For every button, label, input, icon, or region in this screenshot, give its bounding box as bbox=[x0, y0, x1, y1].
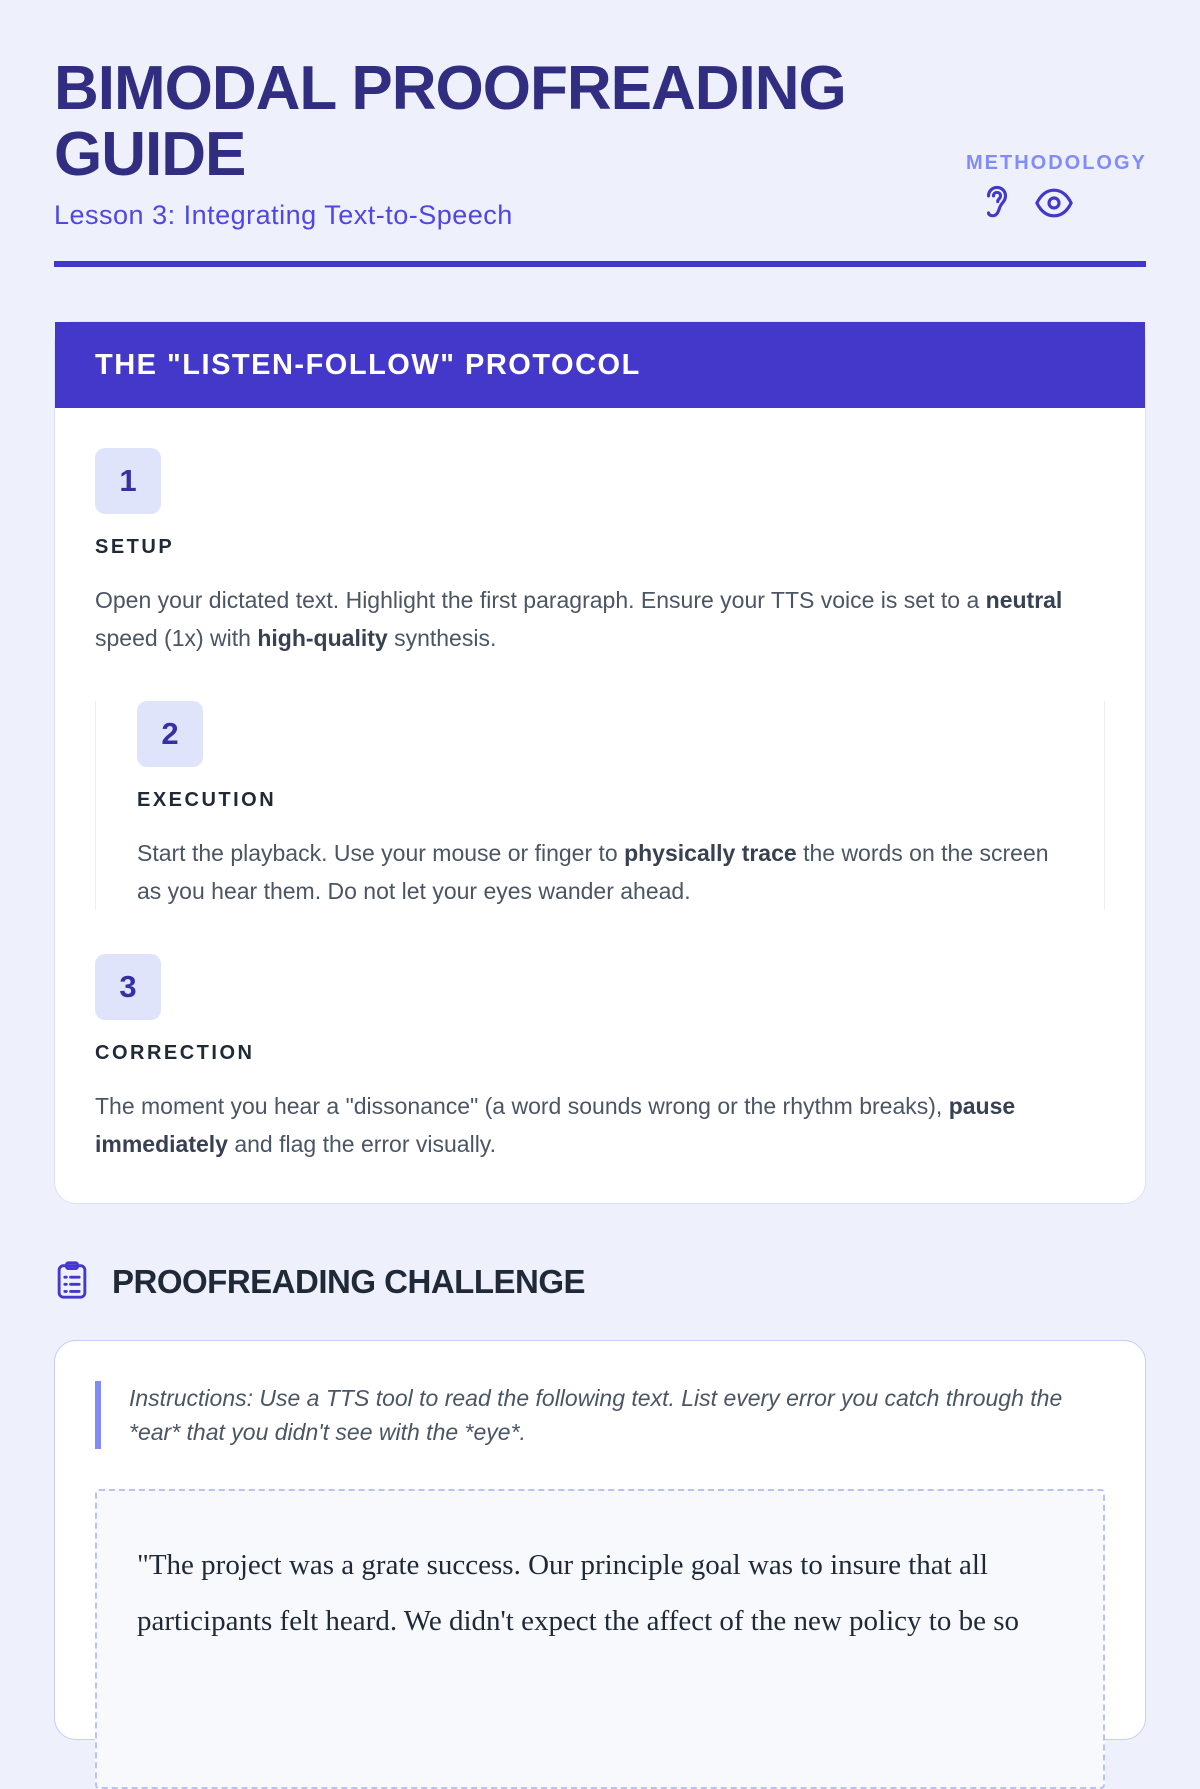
body-text: synthesis. bbox=[387, 625, 497, 651]
step-number: 3 bbox=[95, 954, 161, 1020]
step-title: EXECUTION bbox=[137, 789, 277, 811]
challenge-card bbox=[54, 1340, 1146, 1740]
methodology-icons bbox=[966, 183, 1146, 223]
ear-icon bbox=[980, 183, 1014, 223]
step-description bbox=[95, 1087, 1105, 1163]
emphasis-text: pause immediately bbox=[95, 1093, 1016, 1157]
body-text: The moment you hear a "dissonance" (a word sounds wrong or the rhythm breaks), bbox=[95, 1093, 949, 1119]
challenge-header bbox=[54, 1262, 1146, 1302]
methodology-block bbox=[966, 152, 1146, 223]
emphasis-text: high-quality bbox=[257, 625, 388, 651]
body-text: and flag the error visually. bbox=[227, 1131, 496, 1157]
protocol-heading: THE "LISTEN-FOLLOW" PROTOCOL bbox=[55, 322, 1145, 408]
body-text: Open your dictated text. Highlight the first paragraph. Ensure your TTS voice is set to a bbox=[95, 587, 986, 613]
step-correction bbox=[95, 954, 1105, 1163]
challenge-passage[interactable]: "The project was a grate success. Our principle goal was to insure that all participants felt heard. We didn't expect the affect of the new policy to be so bbox=[95, 1489, 1105, 1789]
step-setup bbox=[95, 448, 1105, 657]
step-title: SETUP bbox=[95, 536, 175, 558]
challenge-instructions: Instructions: Use a TTS tool to read the following text. List every error you catch through the *ear* that you didn't see with the *eye*. bbox=[95, 1381, 1105, 1449]
emphasis-text: physically trace bbox=[624, 840, 797, 866]
step-execution bbox=[95, 701, 1105, 910]
step-number: 2 bbox=[137, 701, 203, 767]
step-description bbox=[137, 834, 1064, 910]
body-text: the words on the screen as you hear them. Do not let your eyes wander ahead. bbox=[137, 840, 1049, 904]
protocol-steps bbox=[55, 408, 1145, 1203]
emphasis-text: neutral bbox=[985, 587, 1063, 613]
step-title: CORRECTION bbox=[95, 1042, 255, 1064]
step-number: 1 bbox=[95, 448, 161, 514]
body-text: speed (1x) with bbox=[95, 625, 258, 651]
protocol-card bbox=[54, 321, 1146, 1204]
eye-icon bbox=[1034, 183, 1074, 223]
page-header bbox=[54, 56, 1146, 267]
step-description bbox=[95, 581, 1105, 657]
methodology-label: METHODOLOGY bbox=[966, 152, 1147, 174]
clipboard-icon bbox=[54, 1260, 90, 1305]
body-text: Start the playback. Use your mouse or finger to bbox=[137, 840, 625, 866]
page-title: BIMODAL PROOFREADING GUIDE bbox=[54, 54, 846, 189]
lesson-subtitle: Lesson 3: Integrating Text-to-Speech bbox=[54, 200, 513, 230]
challenge-title: PROOFREADING CHALLENGE bbox=[112, 1263, 586, 1300]
